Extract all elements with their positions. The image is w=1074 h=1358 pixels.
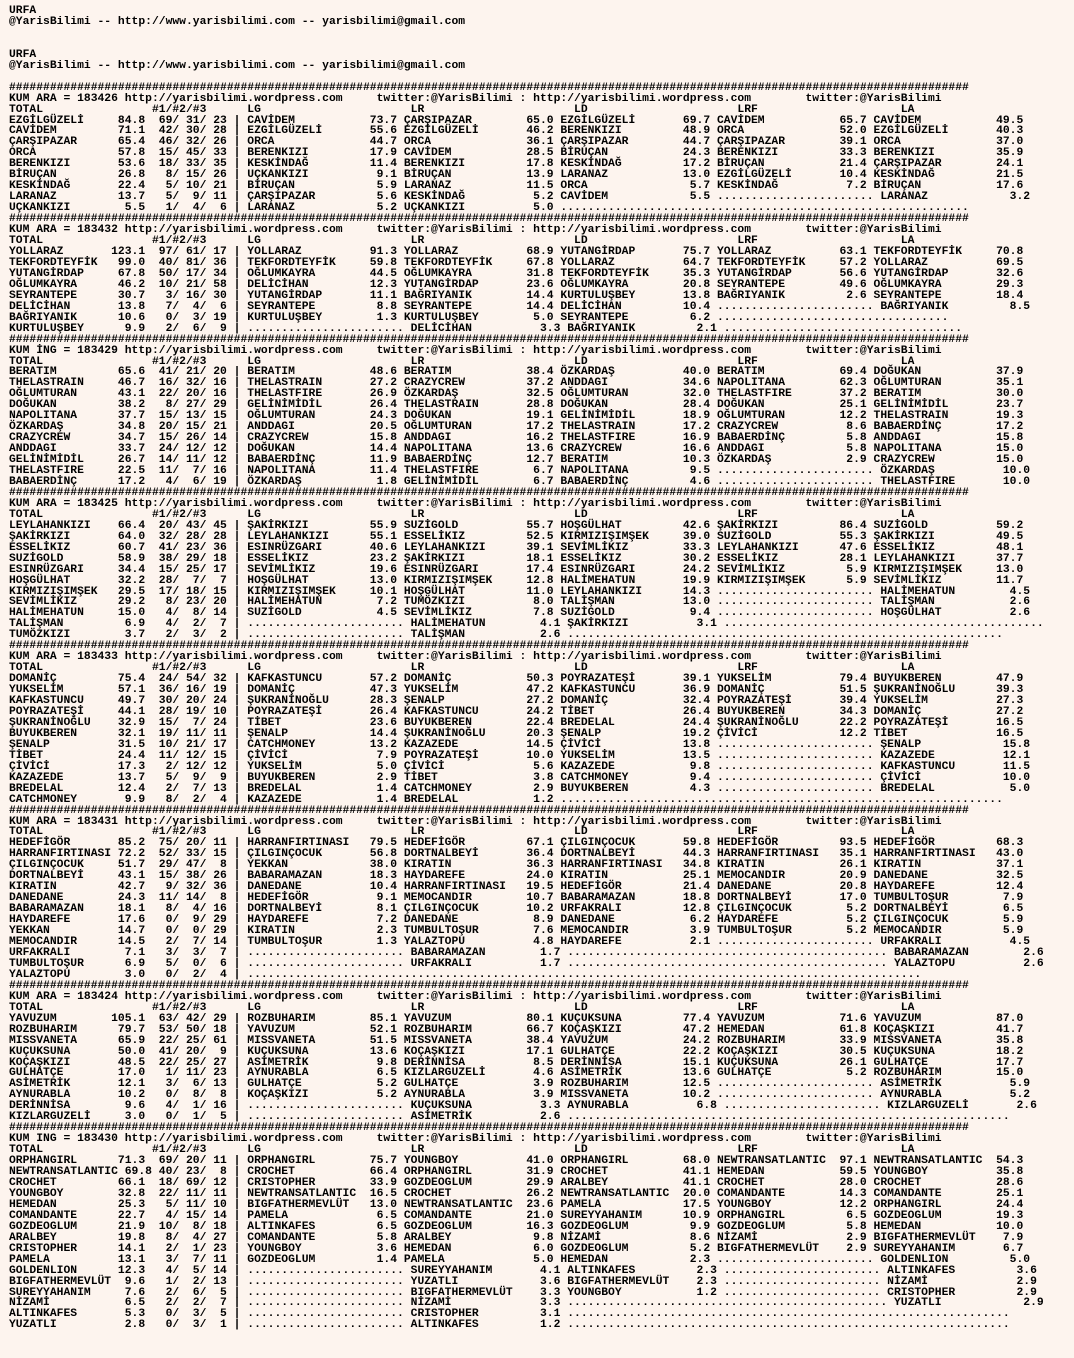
column-header-line: TOTAL #1/#2/#3 LG LR LD LRF LA [9,826,915,839]
separator-line: ############################################################################################################################################# [9,81,969,94]
result-row: ASİMETRİK 12.1 3/ 6/ 13 | GULHATÇE 5.2 GULHATÇE 3.9 ROZBUHARIM 12.5 ....................... ASİMETRİK 5.9 [9,1078,1031,1091]
result-row: ROZBUHARIM 79.7 53/ 50/ 18 | YAVUZUM 52.1 ROZBUHARIM 66.7 KOÇAŞKIZI 47.2 HEMEDAN 61.8 KOÇAŞKIZI 41.7 [9,1023,1024,1036]
result-row: KURTULUŞBEY 9.9 2/ 6/ 9 | ....................... DELİCİHAN 3.3 BAĞRIYANIK 2.1 ................................... [9,322,963,335]
result-row: SUZİGOLD 58.9 38/ 29/ 18 | ESSELİKIZ 23.2 ŞAKİRKIZI 18.1 ESSELİKIZ 30.2 ESSELİKIZ 28.1 LEYLAHANKIZI 37.7 [9,552,1024,565]
result-row: ESSELİKIZ 60.7 41/ 23/ 36 | ESINRÜZGARI 40.6 LEYLAHANKIZI 39.1 SEVİMLİKIZ 33.3 LEYLAHANKIZI 47.6 ESSELİKIZ 48.1 [9,541,1024,554]
result-row: DANEDANE 24.3 11/ 14/ 8 | HEDEFİGÖR 9.1 MEMOCANDIR 10.7 BABARAMAZAN 18.8 DORTNALBEYİ 17.0 TUMBULTOŞUR 7.9 [9,892,1024,905]
result-row: ORPHANGIRL 71.3 69/ 20/ 11 | ORPHANGIRL 75.7 YOUNGBOY 41.0 ORPHANGIRL 68.0 NEWTRANSATLANTIC 97.1 NEWTRANSATLANTIC 54.3 [9,1155,1024,1168]
result-row: HAYDAREFE 17.6 0/ 9/ 29 | HAYDAREFE 7.2 DANEDANE 8.9 DANEDANE 6.2 HAYDAREFE 5.2 ÇILGINÇOCUK 5.9 [9,914,1024,927]
result-row: YUTANGİRDAP 67.8 50/ 17/ 34 | OĞLUMKAYRA 44.5 OĞLUMKAYRA 31.8 TEKFORDTEYFİK 35.3 YUTANGİRDAP 56.6 YUTANGİRDAP 32.6 [9,267,1024,280]
column-header-line: TOTAL #1/#2/#3 LG LR LD LRF LA [9,1144,915,1157]
result-row: TUMÖZKIZI 3.7 2/ 3/ 2 | ....................... TALİŞMAN 2.6 ................................................................ [9,629,1003,642]
result-row: KAFKASTUNCU 49.7 30/ 20/ 24 | ŞUKRANİNOĞLU 28.3 ŞENALP 27.2 DOMANİÇ 32.4 POYRAZATEŞİ 39.4 YUKSELİM 27.3 [9,695,1024,708]
race-header-line: KUM ING = 183430 http://yarisbilimi.wordpress.com twitter:@YarisBilimi : http://yarisbilimi.wordpress.com twitter:@YarisBilimi [9,1133,942,1146]
result-row: TALİŞMAN 6.9 4/ 2/ 7 | ....................... HALİMEHATUN 4.1 ŞAKİRKIZI 3.1 ............................................... [9,618,1044,631]
result-row: ANDDAGI 33.7 24/ 12/ 12 | DOĞUKAN 14.4 NAPOLITANA 13.6 CRAZYCREW 16.6 ANDDAGI 5.8 NAPOLITANA 15.0 [9,443,1024,456]
result-row: HOŞGÜLHAT 32.2 28/ 7/ 7 | HOŞGÜLHAT 13.0 KIRMIZIŞIMŞEK 12.8 HALİMEHATUN 19.9 KIRMIZIŞIMŞEK 5.9 SEVİMLİKIZ 11.7 [9,574,1024,587]
result-row: KOÇAŞKIZI 48.5 22/ 25/ 27 | ASİMETRİK 9.8 DERİNNİSA 8.5 DERİNNİSA 15.1 KUÇUKSUNA 26.1 GULHATÇE 17.7 [9,1056,1024,1069]
result-row: ALTINKAFES 5.3 0/ 3/ 5 | ....................... CRISTOPHER 3.1 ................................................................. [9,1308,1010,1321]
race-header-line: KUM ARA = 183425 http://yarisbilimi.wordpress.com twitter:@YarisBilimi : http://yarisbilimi.wordpress.com twitter:@YarisBilimi [9,497,942,510]
result-row: HEMEDAN 25.3 5/ 11/ 10 | BIGFATHERMEVLÜT 13.0 NEWTRANSATLANTIC 23.6 PAMELA 17.5 YOUNGBOY 12.2 ORPHANGIRL 24.4 [9,1198,1024,1211]
race-header-line: KUM ARA = 183426 http://yarisbilimi.wordpress.com twitter:@YarisBilimi : http://yarisbilimi.wordpress.com twitter:@YarisBilimi [9,92,942,105]
result-row: GOLDENLION 12.3 4/ 5/ 14 | ....................... SUREYYAHANIM 4.1 ALTINKAFES 2.3 ....................... ALTINKAFES 3.6 [9,1264,1037,1277]
result-row: DOĞUKAN 38.2 8/ 27/ 29 | GELİNİMİDİL 26.4 THELASTRAIN 28.8 DOĞUKAN 28.4 DOĞUKAN 25.1 GELİNİMİDİL 23.7 [9,399,1024,412]
separator-line: ############################################################################################################################################# [9,333,969,346]
race-header-line: KUM ARA = 183432 http://yarisbilimi.wordpress.com twitter:@YarisBilimi : http://yarisbilimi.wordpress.com twitter:@YarisBilimi [9,224,942,237]
result-row: EZGİLGÜZELİ 84.8 69/ 31/ 23 | CAVİDEM 73.7 ÇARŞIPAZAR 65.0 EZGİLGÜZELİ 69.7 CAVİDEM 65.7 CAVİDEM 49.5 [9,114,1024,127]
result-row: BERENKIZI 53.6 18/ 33/ 35 | KESKİNDAĞ 11.4 BERENKIZI 17.8 KESKİNDAĞ 17.2 BİRUÇAN 21.4 ÇARŞIPAZAR 24.1 [9,158,1024,171]
column-header-line: TOTAL #1/#2/#3 LG LR LD LRF LA [9,1001,915,1014]
result-row: ORCA 57.8 15/ 45/ 33 | BERENKIZI 17.9 CAVİDEM 28.5 BİRUÇAN 24.3 BERENKIZI 33.3 BERENKIZI 35.9 [9,147,1024,160]
result-row: BABARAMAZAN 18.1 8/ 4/ 16 | DORTNALBEYİ 8.1 ÇILGINÇOCUK 10.2 URFAKRALI 12.8 ÇILGINÇOCUK 5.2 DORTNALBEYİ 6.5 [9,903,1024,916]
column-header-line: TOTAL #1/#2/#3 LG LR LD LRF LA [9,103,915,116]
result-row: NİZAMİ 6.5 2/ 2/ 7 | ....................... NİZAMİ 3.3 ............................................... YUZATLI 2.9 [9,1297,1044,1310]
result-row: YOLLARAZ 123.1 97/ 61/ 17 | YOLLARAZ 91.3 YOLLARAZ 68.9 YUTANGİRDAP 75.7 YOLLARAZ 63.1 TEKFORDTEYFİK 70.8 [9,245,1024,258]
result-row: KIRMIZIŞIMŞEK 29.5 17/ 18/ 15 | KIRMIZIŞIMŞEK 10.1 HOŞGÜLHAT 11.0 LEYLAHANKIZI 14.3 ....................... HALİMEHATUN 4.5 [9,585,1031,598]
result-row: YAVUZUM 105.1 63/ 42/ 29 | ROZBUHARIM 85.1 YAVUZUM 80.1 KUÇUKSUNA 77.4 YAVUZUM 71.6 YAVUZUM 87.0 [9,1012,1024,1025]
result-row: ÇİVİCİ 17.3 2/ 12/ 12 | YUKSELİM 5.0 ÇİVİCİ 5.6 KAZAZEDE 9.8 ....................... KAFKASTUNCU 11.5 [9,760,1031,773]
result-row: YALAZTOPU 3.0 0/ 2/ 4 | ................................................................................................... [9,968,922,981]
column-header-line: TOTAL #1/#2/#3 LG LR LD LRF LA [9,235,915,248]
separator-line: ############################################################################################################################################# [9,979,969,992]
result-row: DOMANİÇ 75.4 24/ 54/ 32 | KAFKASTUNCU 57.2 DOMANİÇ 50.3 POYRAZATEŞİ 39.1 YUKSELİM 79.4 BUYUKBEREN 47.9 [9,673,1024,686]
result-row: GULHATÇE 17.0 1/ 11/ 23 | AYNURABLA 6.5 KIZLARGUZELİ 4.6 ASİMETRİK 13.6 GULHATÇE 5.2 ROZBUHARIM 15.0 [9,1067,1024,1080]
result-row: DELİCİHAN 13.8 7/ 4/ 6 | SEYRANTEPE 8.8 SEYRANTEPE 14.4 DELİCİHAN 10.4 ....................... BAĞRIYANIK 8.5 [9,300,1031,313]
result-row: PAMELA 13.1 3/ 7/ 11 | GOZDEOGLUM 1.4 PAMELA 5.0 HEMEDAN 2.3 ....................... GOLDENLION 5.0 [9,1253,1031,1266]
column-header-line: TOTAL #1/#2/#3 LG LR LD LRF LA [9,662,915,675]
result-row: OĞLUMKAYRA 46.2 10/ 21/ 58 | DELİCİHAN 12.3 YUTANGİRDAP 23.6 OĞLUMKAYRA 20.8 SEYRANTEPE 49.6 OĞLUMKAYRA 29.3 [9,278,1024,291]
result-row: ÇARŞIPAZAR 65.4 46/ 32/ 26 | ORCA 44.7 ORCA 36.1 ÇARŞIPAZAR 44.7 ÇARŞIPAZAR 39.1 ORCA 37.0 [9,136,1024,149]
separator-line: ############################################################################################################################################# [9,486,969,499]
result-row: LARANAZ 13.7 5/ 9/ 11 | ÇARŞIPAZAR 5.6 KESKİNDAĞ 5.2 CAVİDEM 5.5 ....................... LARANAZ 3.2 [9,191,1031,204]
result-row: BUYUKBEREN 32.1 19/ 11/ 11 | ŞENALP 14.4 ŞUKRANİNOĞLU 20.3 ŞENALP 19.2 ÇİVİCİ 12.2 TİBET 16.5 [9,727,1024,740]
result-row: ŞAKİRKIZI 64.0 32/ 28/ 28 | LEYLAHANKIZI 55.1 ESSELİKIZ 52.5 KIRMIZIŞIMŞEK 39.0 SUZİGOLD 55.3 ŞAKİRKIZI 49.5 [9,530,1024,543]
header-line: @YarisBilimi -- http://www.yarisbilimi.com -- yarisbilimi@gmail.com [9,15,466,28]
result-row: TİBET 24.4 11/ 12/ 15 | ÇİVİCİ 7.9 POYRAZATEŞİ 10.0 YUKSELİM 13.5 ....................... KAZAZEDE 12.1 [9,749,1031,762]
result-row: ARALBEY 19.8 8/ 4/ 27 | COMANDANTE 5.8 ARALBEY 9.8 NİZAMİ 8.6 NİZAMİ 2.9 BIGFATHERMEVLÜT 7.9 [9,1231,1024,1244]
result-row: BABAERDİNÇ 17.2 4/ 6/ 19 | ÖZKARDAŞ 1.8 GELİNİMİDİL 6.7 BABAERDİNÇ 4.6 ....................... THELASTFIRE 10.0 [9,475,1031,488]
separator-line: ############################################################################################################################################# [9,213,969,226]
result-row: GOZDEOGLUM 21.9 10/ 8/ 18 | ALTINKAFES 6.5 GOZDEOGLUM 16.3 GOZDEOGLUM 9.9 GOZDEOGLUM 5.8 HEMEDAN 10.0 [9,1220,1024,1233]
result-row: DORTNALBEYİ 43.1 15/ 38/ 26 | BABARAMAZAN 18.3 HAYDAREFE 24.0 KIRATIN 25.1 MEMOCANDIR 20.9 DANEDANE 32.5 [9,870,1024,883]
result-row: OĞLUMTURAN 43.1 22/ 20/ 16 | THELASTFIRE 26.9 ÖZKARDAŞ 32.5 OĞLUMTURAN 32.0 THELASTFIRE 37.2 BERATIM 30.0 [9,388,1024,401]
result-row: BİRUÇAN 26.8 8/ 15/ 26 | UÇKANKIZI 9.1 BİRUÇAN 13.9 LARANAZ 13.0 EZGİLGÜZELİ 10.4 KESKİNDAĞ 21.5 [9,169,1024,182]
result-row: HALİMEHATUN 15.0 4/ 8/ 14 | SUZİGOLD 4.5 SEVİMLİKIZ 7.8 SUZİGOLD 9.4 ....................... HOŞGÜLHAT 2.6 [9,607,1031,620]
result-row: YEKKAN 14.7 0/ 0/ 29 | KIRATIN 2.3 TUMBULTOŞUR 7.6 MEMOCANDIR 3.9 TUMBULTOŞUR 5.2 MEMOCANDIR 5.9 [9,925,1024,938]
result-row: SEYRANTEPE 30.7 3/ 16/ 30 | YUTANGİRDAP 11.1 BAĞRIYANIK 14.4 KURTULUŞBEY 13.8 BAĞRIYANIK 2.6 SEYRANTEPE 18.4 [9,289,1024,302]
result-row: NAPOLITANA 37.7 15/ 13/ 15 | OĞLUMTURAN 24.3 DOĞUKAN 19.1 GELİNİMİDİL 18.9 OĞLUMTURAN 12.2 THELASTRAIN 19.3 [9,410,1024,423]
separator-line: ############################################################################################################################################# [9,804,969,817]
result-row: TEKFORDTEYFİK 99.0 40/ 81/ 36 | TEKFORDTEYFİK 59.8 TEKFORDTEYFİK 67.8 YOLLARAZ 64.7 TEKFORDTEYFİK 57.2 YOLLARAZ 69.5 [9,256,1024,269]
header-line: @YarisBilimi -- http://www.yarisbilimi.com -- yarisbilimi@gmail.com [9,59,466,72]
race-header-line: KUM ARA = 183433 http://yarisbilimi.wordpress.com twitter:@YarisBilimi : http://yarisbilimi.wordpress.com twitter:@YarisBilimi [9,651,942,664]
result-row: KIZLARGUZELİ 3.0 0/ 1/ 5 | ....................... ASİMETRİK 2.6 ................................................................. [9,1111,1010,1124]
result-row: BIGFATHERMEVLÜT 9.6 1/ 2/ 13 | ....................... YUZATLI 3.6 BIGFATHERMEVLÜT 2.3 ....................... NİZAMİ 2.9 [9,1275,1037,1288]
result-row: POYRAZATEŞİ 44.1 28/ 19/ 10 | POYRAZATEŞİ 26.4 KAFKASTUNCU 24.2 TİBET 26.4 BUYUKBEREN 34.3 DOMANİÇ 27.2 [9,706,1024,718]
result-row: CRAZYCREW 34.7 15/ 26/ 14 | CRAZYCREW 15.8 ANDDAGI 16.2 THELASTFIRE 16.9 BABAERDİNÇ 5.8 ANDDAGI 15.8 [9,432,1024,445]
result-row: BREDELAL 12.4 2/ 7/ 13 | BREDELAL 1.4 CATCHMONEY 2.9 BUYUKBEREN 4.3 ....................... BREDELAL 5.0 [9,782,1031,795]
result-row: ÇILGINÇOCUK 51.7 29/ 47/ 8 | YEKKAN 38.0 KIRATIN 36.3 HARRANFIRTINASI 34.8 KIRATIN 26.1 KIRATIN 37.1 [9,859,1024,872]
separator-line: ############################################################################################################################################# [9,1122,969,1135]
result-row: KESKİNDAĞ 22.4 5/ 10/ 21 | BİRUÇAN 5.9 LARANAZ 11.5 ORCA 5.7 KESKİNDAĞ 7.2 BİRUÇAN 17.6 [9,180,1024,193]
result-row: MEMOCANDIR 14.5 2/ 7/ 14 | TUMBULTOŞUR 1.3 YALAZTOPU 4.8 HAYDAREFE 2.1 ....................... URFAKRALI 4.5 [9,936,1031,949]
result-row: LEYLAHANKIZI 66.4 20/ 43/ 45 | ŞAKİRKIZI 55.9 SUZİGOLD 55.7 HOŞGÜLHAT 42.6 ŞAKİRKIZI 86.4 SUZİGOLD 59.2 [9,519,1024,532]
result-row: THELASTRAIN 46.7 16/ 32/ 16 | THELASTRAIN 27.2 CRAZYCREW 37.2 ANDDAGI 34.6 NAPOLITANA 62.3 OĞLUMTURAN 35.1 [9,377,1024,390]
result-row: TUMBULTOŞUR 6.9 5/ 0/ 6 | ....................... URFAKRALI 1.7 ............................................... YALAZTOPU 2.6 [9,957,1044,970]
result-row: YUZATLI 2.8 0/ 3/ 1 | ....................... ALTINKAFES 1.2 ................................................................. [9,1319,1010,1332]
result-row: THELASTFIRE 22.5 11/ 7/ 16 | NAPOLITANA 11.4 THELASTFIRE 6.7 NAPOLITANA 9.5 ....................... ÖZKARDAŞ 10.0 [9,465,1031,478]
column-header-line: TOTAL #1/#2/#3 LG LR LD LRF LA [9,508,915,521]
result-row: CATCHMONEY 9.9 8/ 2/ 4 | KAZAZEDE 1.4 BREDELAL 1.2 ................................................................. [9,793,1003,806]
report-text [9,6,1074,1331]
result-row: SEVİMLİKIZ 29.2 8/ 23/ 20 | HALİMEHATUN 7.2 TUMÖZKIZI 8.0 TALİŞMAN 13.0 ....................... TALİŞMAN 2.6 [9,596,1031,609]
result-row: ŞENALP 31.5 10/ 21/ 17 | CATCHMONEY 13.2 KAZAZEDE 14.5 ÇİVİCİ 13.8 ....................... ŞENALP 15.8 [9,738,1031,751]
result-row: NEWTRANSATLANTIC 69.8 40/ 23/ 8 | CROCHET 66.4 ORPHANGIRL 31.9 CROCHET 41.1 HEMEDAN 59.5 YOUNGBOY 35.8 [9,1166,1024,1179]
result-row: SUREYYAHANIM 7.6 2/ 6/ 5 | ....................... BIGFATHERMEVLÜT 3.3 YOUNGBOY 1.2 ....................... CRISTOPHER 2.9 [9,1286,1037,1299]
result-row: HEDEFİGÖR 85.2 75/ 20/ 11 | HARRANFIRTINASI 79.5 HEDEFİGÖR 67.1 ÇILGINÇOCUK 59.8 HEDEFİGÖR 93.5 HEDEFİGÖR 68.3 [9,837,1024,850]
result-row: YUKSELİM 57.1 36/ 16/ 19 | DOMANİÇ 47.3 YUKSELİM 47.2 KAFKASTUNCU 36.9 DOMANİÇ 51.5 ŞUKRANİNOĞLU 39.3 [9,684,1024,697]
result-row: DERİNNİSA 9.6 4/ 1/ 16 | ....................... KUÇUKSUNA 3.3 AYNURABLA 6.8 ....................... KIZLARGUZELİ 2.6 [9,1100,1037,1113]
result-row: ÖZKARDAŞ 34.8 20/ 15/ 21 | ANDDAGI 20.5 OĞLUMTURAN 17.2 THELASTRAIN 17.2 CRAZYCREW 8.6 BABAERDİNÇ 17.2 [9,421,1024,434]
result-row: ESINRÜZGARI 34.4 15/ 25/ 17 | SEVİMLİKIZ 19.6 ESINRÜZGARI 17.4 ESINRÜZGARI 24.2 SEVİMLİKIZ 5.9 KIRMIZIŞIMŞEK 13.0 [9,563,1024,576]
result-row: KIRATIN 42.7 9/ 32/ 36 | DANEDANE 10.4 HARRANFIRTINASI 19.5 HEDEFİGÖR 21.4 DANEDANE 20.8 HAYDAREFE 12.4 [9,881,1024,894]
result-row: CROCHET 66.1 18/ 69/ 12 | CRISTOPHER 33.9 GOZDEOGLUM 29.9 ARALBEY 41.1 CROCHET 28.0 CROCHET 28.6 [9,1176,1024,1189]
race-header-line: KUM İNG = 183429 http://yarisbilimi.wordpress.com twitter:@YarisBilimi : http://yarisbilimi.wordpress.com twitter:@YarisBilimi [9,344,942,357]
result-row: BAĞRIYANIK 10.6 0/ 3/ 19 | KURTULUŞBEY 1.3 KURTULUŞBEY 5.0 SEYRANTEPE 6.2 .................................. [9,311,949,324]
result-row: AYNURABLA 10.2 0/ 8/ 8 | KOÇAŞKIZI 5.2 AYNURABLA 3.9 MISSVANETA 10.2 ....................... AYNURABLA 5.2 [9,1089,1031,1102]
result-row: URFAKRALI 7.1 3/ 3/ 7 | ....................... BABARAMAZAN 1.7 ............................................... BABARAMAZAN 2.6 [9,946,1044,959]
race-header-line: KUM ARA = 183424 http://yarisbilimi.wordpress.com twitter:@YarisBilimi : http://yarisbilimi.wordpress.com twitter:@YarisBilimi [9,990,942,1003]
separator-line: ############################################################################################################################################# [9,640,969,653]
result-row: COMANDANTE 22.7 4/ 15/ 14 | PAMELA 6.5 COMANDANTE 21.0 SUREYYAHANIM 10.9 ORPHANGIRL 6.5 GOZDEOGLUM 19.3 [9,1209,1024,1222]
result-row: CAVİDEM 71.1 42/ 30/ 28 | EZGİLGÜZELİ 55.6 EZGİLGÜZELİ 46.2 BERENKIZI 48.9 ORCA 52.0 EZGİLGÜZELİ 40.3 [9,125,1024,138]
result-row: KAZAZEDE 13.7 5/ 9/ 9 | BUYUKBEREN 2.9 TİBET 3.8 CATCHMONEY 9.4 ....................... ÇİVİCİ 10.0 [9,771,1031,784]
result-row: UÇKANKIZI 5.5 1/ 4/ 6 | LARANAZ 5.2 UÇKANKIZI 5.0 ............................................................ [9,202,969,215]
column-header-line: TOTAL #1/#2/#3 LG LR LD LRF LA [9,355,915,368]
header-line: URFA [9,48,37,61]
race-header-line: KUM ARA = 183431 http://yarisbilimi.wordpress.com twitter:@YarisBilimi : http://yarisbilimi.wordpress.com twitter:@YarisBilimi [9,815,942,828]
result-row: HARRANFIRTINASI 72.2 52/ 33/ 15 | ÇILGINÇOCUK 56.8 DORTNALBEYİ 36.4 DORTNALBEYİ 44.3 HARRANFIRTINASI 35.1 HARRANFIRTINASI 43.0 [9,848,1024,861]
result-row: BERATIM 65.6 41/ 21/ 20 | BERATIM 48.6 BERATIM 38.4 ÖZKARDAŞ 40.0 BERATIM 69.4 DOĞUKAN 37.9 [9,366,1024,379]
result-row: GELİNİMİDİL 26.7 14/ 11/ 12 | BABAERDİNÇ 11.9 BABAERDİNÇ 12.7 BERATIM 10.3 ÖZKARDAŞ 2.9 CRAZYCREW 15.0 [9,454,1024,467]
result-row: KUÇUKSUNA 50.0 41/ 20/ 9 | KUÇUKSUNA 13.6 KOÇAŞKIZI 17.1 GULHATÇE 22.2 KOÇAŞKIZI 30.5 KUÇUKSUNA 18.2 [9,1045,1024,1058]
result-row: YOUNGBOY 32.8 22/ 11/ 11 | NEWTRANSATLANTIC 16.5 CROCHET 26.2 NEWTRANSATLANTIC 20.0 COMANDANTE 14.3 COMANDANTE 25.1 [9,1187,1024,1200]
result-row: ŞUKRANİNOĞLU 32.9 15/ 7/ 24 | TİBET 23.6 BUYUKBEREN 22.4 BREDELAL 24.4 ŞUKRANİNOĞLU 22.2 POYRAZATEŞİ 16.5 [9,716,1024,729]
result-row: CRISTOPHER 14.1 2/ 1/ 23 | YOUNGBOY 3.6 HEMEDAN 6.0 GOZDEOGLUM 5.2 BIGFATHERMEVLÜT 2.9 SUREYYAHANIM 6.7 [9,1242,1024,1255]
result-row: MISSVANETA 65.9 22/ 25/ 61 | MISSVANETA 51.5 MISSVANETA 38.4 YAVUZUM 24.2 ROZBUHARIM 33.9 MISSVANETA 35.8 [9,1034,1024,1047]
header-line: URFA [9,5,37,17]
